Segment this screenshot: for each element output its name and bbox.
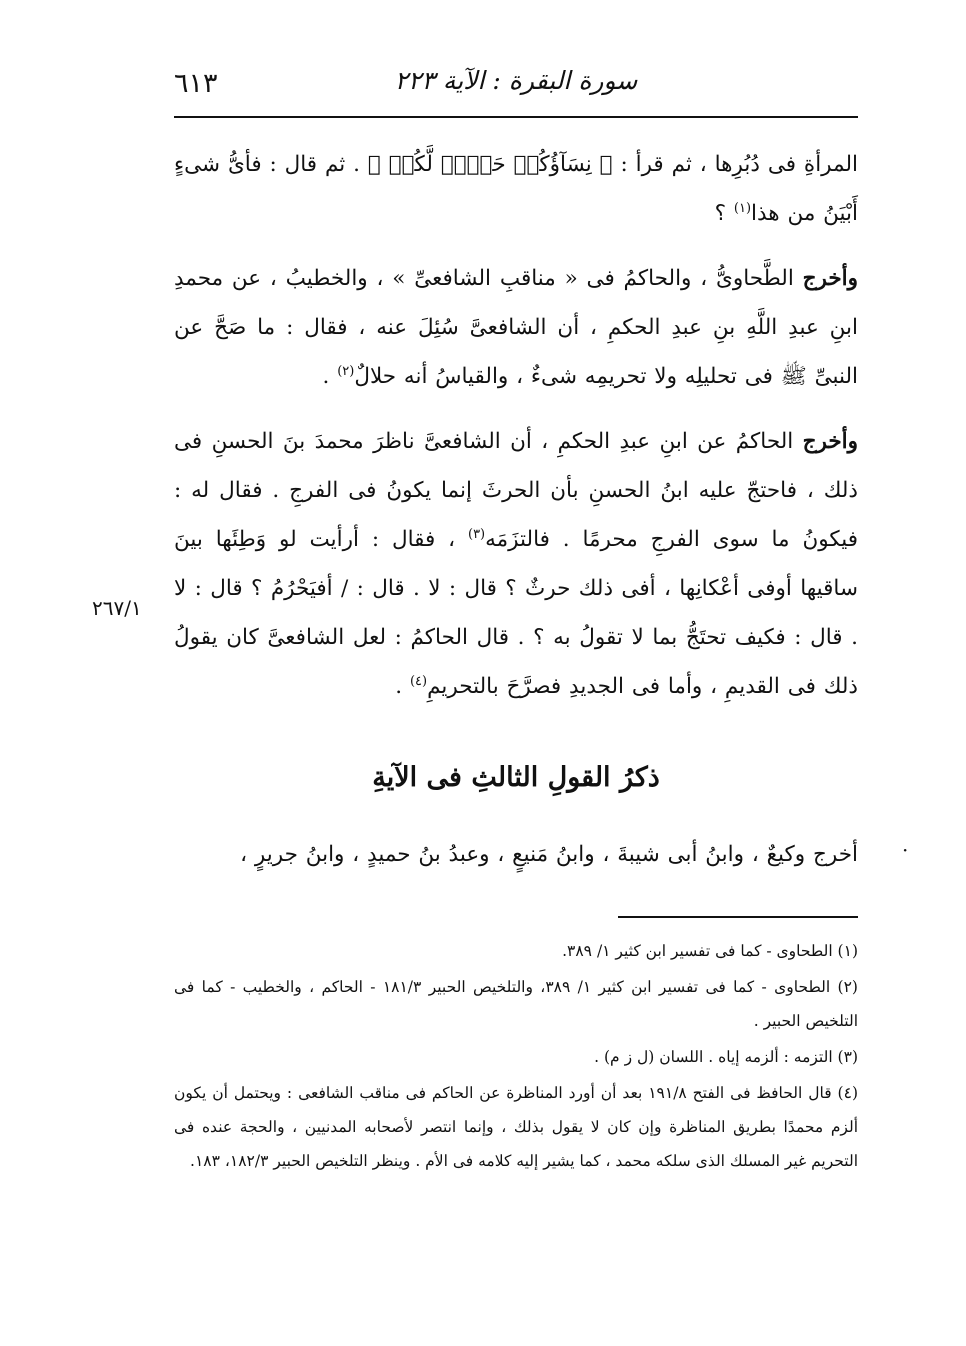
paragraph-tail: ، فقال : أرأيت لو وَطِئَها بينَ ساقيها أوفى أعْكانِها ، أفى ذلك حرثٌ ؟ قال : لا . قال : / أفيَحْرُمُ ؟ قال : لا . قال : فكيف تحتَجُّ بما لا تقولُ به ؟ . قال الحاكمُ : لعل الشافعىَّ كان يقولُ ذلك فى القديمِ ، وأما فى الجديدِ فصرَّحَ بالتحريمِ [174,527,858,699]
paragraph-tail: ؟ [714,201,734,226]
margin-volume-reference: ٢٦٧/١ [92,596,142,620]
footnote-ref[interactable]: (٣) [467,526,486,542]
paragraph-tail: . [322,364,338,389]
footnote-rule [618,916,858,918]
paragraph-1 [174,140,858,238]
page-number: ٦١٣ [174,68,218,99]
footnotes [174,934,858,1180]
paragraph-4: أخرج وكيعٌ ، وابنُ أبى شيبةَ ، وابنُ مَنيعٍ ، وعبدُ بنُ حميدٍ ، وابنُ جريرٍ ، [240,842,858,867]
lead-word: وأخرج [802,266,858,291]
footnote-4: (٤) قال الحافظ فى الفتح ١٩١/٨ بعد أن أورد المناظرة عن الحاكم فى مناقب الشافعى : ويحتمل أن يكون ألزم محمدًا بطريق المناظرة وإن كان لا يقول بذلك ، وإنما انتصر لأصحابه المدنيين ، والحجة عنده فى التحريم غير المسلك الذى سلكه محمد ، كما يشير إليه كلامه فى الأم . وينظر التلخيص الحبير ١٨٢/٣، ١٨٣. [174,1084,858,1170]
paragraph-text: المرأةِ فى دُبُرِها ، ثم قرأ : ﴿ نِسَآؤُكُمۡ حَرۡثٞ لَّكُمۡ ﴾ . ثم قال : فأىُّ شىءٍ أَبْيَنُ من هذا [174,152,858,226]
section-heading: ذكرُ القولِ الثالثِ فى الآيةِ [372,762,660,793]
paragraph-text: الحاكمُ عن ابنِ عبدِ الحكمِ ، أن الشافعىَّ ناظرَ محمدَ بنَ الحسنِ فى ذلك ، فاحتجّ عليه ابنُ الحسنِ بأن الحرثَ إنما يكونُ فى الفرجِ . فقال له : فيكونُ ما سوى الفرجِ محرمًا . فالتزَمَه [174,429,858,552]
page-header [174,62,858,114]
lead-word: وأخرج [802,429,858,454]
footnote-ref[interactable]: (١) [733,200,752,216]
main-text [174,140,858,711]
paragraph-2 [174,254,858,401]
stray-dot: · [902,838,909,862]
footnote-1: (١) الطحاوى - كما فى تفسير ابن كثير ١/ ٣٨٩. [562,942,858,960]
running-title: سورة البقرة : الآية ٢٢٣ [394,66,638,95]
footnote-3: (٣) التزمه : ألزمه إياه . اللسان (ل ز م) . [594,1048,858,1066]
paragraph-3 [174,417,858,711]
header-rule [174,116,858,118]
post-heading-text [174,830,858,879]
paragraph-text: الطَّحاوىُّ ، والحاكمُ فى « مناقبِ الشافعىِّ » ، والخطيبُ ، عن محمدِ ابنِ عبدِ اللَّهِ بنِ عبدِ الحكمِ ، أن الشافعىَّ سُئِلَ عنه ، فقال : ما صَحَّ عن النبىِّ ﷺ فى تحليلِه ولا تحريمِه شىءٌ ، والقياسُ أنه حلالٌ [174,266,858,389]
paragraph-tail: . [395,674,410,699]
footnote-ref[interactable]: (٢) [337,363,355,379]
footnote-ref[interactable]: (٤) [409,673,428,689]
footnote-2: (٢) الطحاوى - كما فى تفسير ابن كثير ١/ ٣٨٩، والتلخيص الحبير ١٨١/٣ - الحاكم ، والخطيب - كما فى التلخيص الحبير . [174,978,858,1030]
